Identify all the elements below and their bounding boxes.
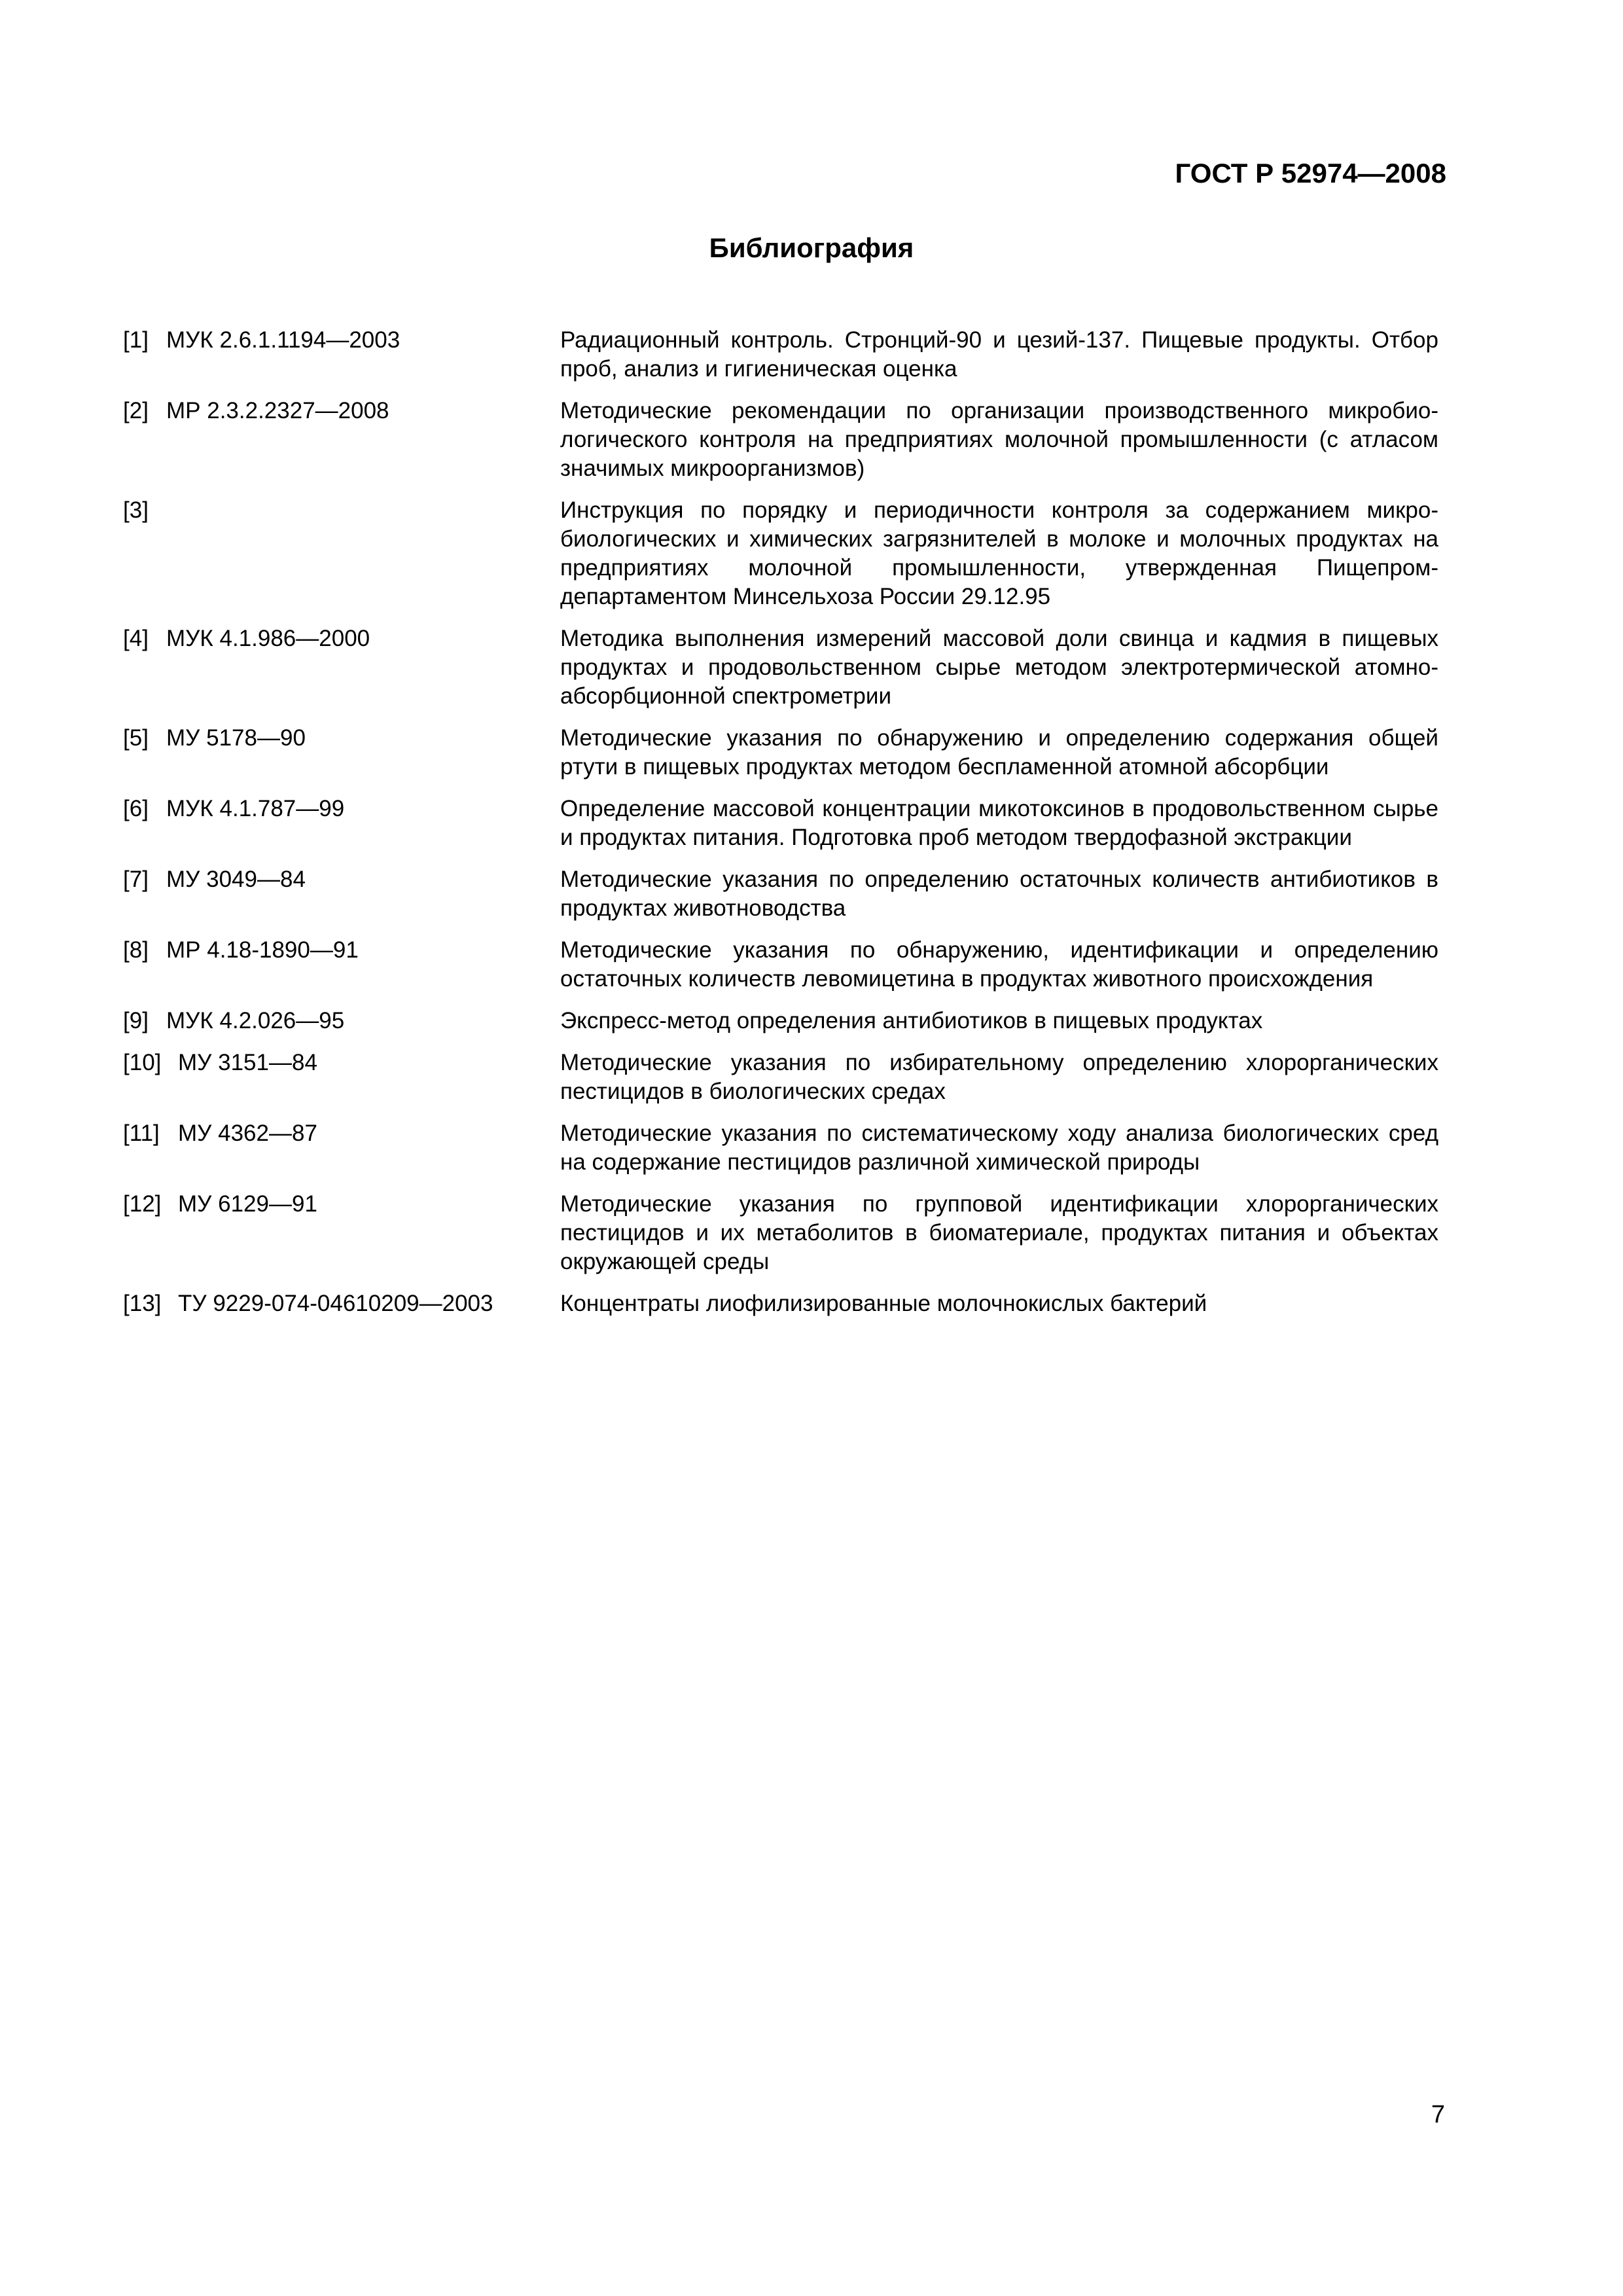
entry-code: МУ 5178—90 — [166, 725, 306, 751]
entry-description: Методические указания по систематическому ходу анализа биологических сред на содержание пестицидов различной химической природы — [560, 1121, 1438, 1175]
entry-description: Методические указания по обнаружению и определению содержания общей ртути в пищевых продуктах методом беспламенной атомной абсорбции — [560, 725, 1438, 780]
entry-number: [3] — [123, 497, 149, 523]
entry-code: МР 4.18-1890—91 — [166, 937, 359, 963]
entry-reference — [123, 865, 560, 894]
entry-number: [11] — [123, 1121, 160, 1146]
bibliography-entry — [123, 795, 1438, 852]
entry-reference — [123, 326, 560, 355]
bibliography-entry — [123, 1190, 1438, 1276]
page-number: 7 — [1431, 2101, 1445, 2128]
entry-reference — [123, 1190, 560, 1219]
bibliography-entry — [123, 1049, 1438, 1106]
bibliography-entry — [123, 1119, 1438, 1177]
entry-reference — [123, 724, 560, 753]
entry-code: МУК 4.2.026—95 — [166, 1008, 345, 1033]
entry-reference — [123, 496, 560, 525]
entry-description: Методические указания по избирательному определению хлорорганических пестицидов в биологических средах — [560, 1050, 1438, 1104]
entry-description: Концентраты лиофилизированные молочнокислых бактерий — [560, 1291, 1207, 1316]
bibliography-entry — [123, 724, 1438, 781]
entry-description: Определение массовой концентрации микотоксинов в продовольственном сырье и продуктах питания. Подготовка проб методом твердофазной экстракции — [560, 796, 1438, 850]
entry-reference — [123, 1049, 560, 1077]
entry-code: МР 2.3.2.2327—2008 — [166, 398, 389, 423]
entry-description: Методические указания по групповой идентификации хлорорганических пестицидов и их метаболитов в биоматериале, продуктах питания и объектах окружающей среды — [560, 1191, 1438, 1274]
entry-number: [12] — [123, 1191, 162, 1217]
entry-reference — [123, 624, 560, 653]
bibliography-entry — [123, 326, 1438, 384]
entry-reference — [123, 397, 560, 425]
bibliography-entry — [123, 1007, 1438, 1035]
entry-description: Инструкция по порядку и периодичности контроля за содержанием микробиологических и химических загрязнителей в молоке и молочных продуктах на предприятиях молочной промышленности, утвержденная Пищепромдепартаментом Минсельхоза России 29.12.95 — [560, 497, 1438, 609]
entry-description: Методика выполнения измерений массовой доли свинца и кадмия в пищевых продуктах и продовольственном сырье методом электротермической атомно-абсорбционной спектрометрии — [560, 626, 1438, 709]
entry-number: [2] — [123, 398, 149, 423]
bibliography-entry — [123, 865, 1438, 923]
entry-description: Методические указания по определению остаточных количеств антибиотиков в продуктах животноводства — [560, 867, 1438, 921]
entry-code: МУК 4.1.986—2000 — [166, 626, 370, 651]
page-title: Библиография — [709, 232, 914, 263]
entry-number: [9] — [123, 1008, 149, 1033]
bibliography-entry — [123, 397, 1438, 483]
entry-code: МУ 4362—87 — [178, 1121, 317, 1146]
entry-description: Радиационный контроль. Стронций-90 и цезий-137. Пищевые продукты. Отбор проб, анализ и гигиеническая оценка — [560, 327, 1438, 382]
entry-number: [10] — [123, 1050, 162, 1075]
bibliography-entry — [123, 936, 1438, 994]
entry-code: МУ 3049—84 — [166, 867, 306, 892]
bibliography-list — [123, 326, 1438, 1331]
entry-reference — [123, 795, 560, 823]
entry-description: Методические указания по обнаружению, идентификации и определению остаточных количеств левомицетина в продуктах животного происхождения — [560, 937, 1438, 992]
entry-code: МУК 4.1.787—99 — [166, 796, 345, 821]
entry-number: [6] — [123, 796, 149, 821]
entry-number: [5] — [123, 725, 149, 751]
entry-code: ТУ 9229-074-04610209—2003 — [178, 1291, 493, 1316]
entry-number: [8] — [123, 937, 149, 963]
entry-description: Экспресс-метод определения антибиотиков в пищевых продуктах — [560, 1008, 1263, 1033]
document-code: ГОСТ Р 52974—2008 — [1175, 158, 1446, 188]
entry-reference — [123, 936, 560, 965]
entry-number: [13] — [123, 1291, 162, 1316]
bibliography-entry — [123, 624, 1438, 711]
entry-number: [4] — [123, 626, 149, 651]
entry-code: МУ 3151—84 — [178, 1050, 317, 1075]
entry-description: Методические рекомендации по организации производственного микробиологического контроля на предприятиях молочной промышленности (с атласом значимых микроорганизмов) — [560, 398, 1438, 481]
bibliography-entry — [123, 496, 1438, 611]
entry-code: МУ 6129—91 — [178, 1191, 317, 1217]
entry-number: [1] — [123, 327, 149, 353]
entry-reference — [123, 1289, 560, 1318]
entry-reference — [123, 1007, 560, 1035]
entry-reference — [123, 1119, 560, 1148]
entry-code: МУК 2.6.1.1194—2003 — [166, 327, 401, 353]
bibliography-entry — [123, 1289, 1438, 1318]
entry-number: [7] — [123, 867, 149, 892]
